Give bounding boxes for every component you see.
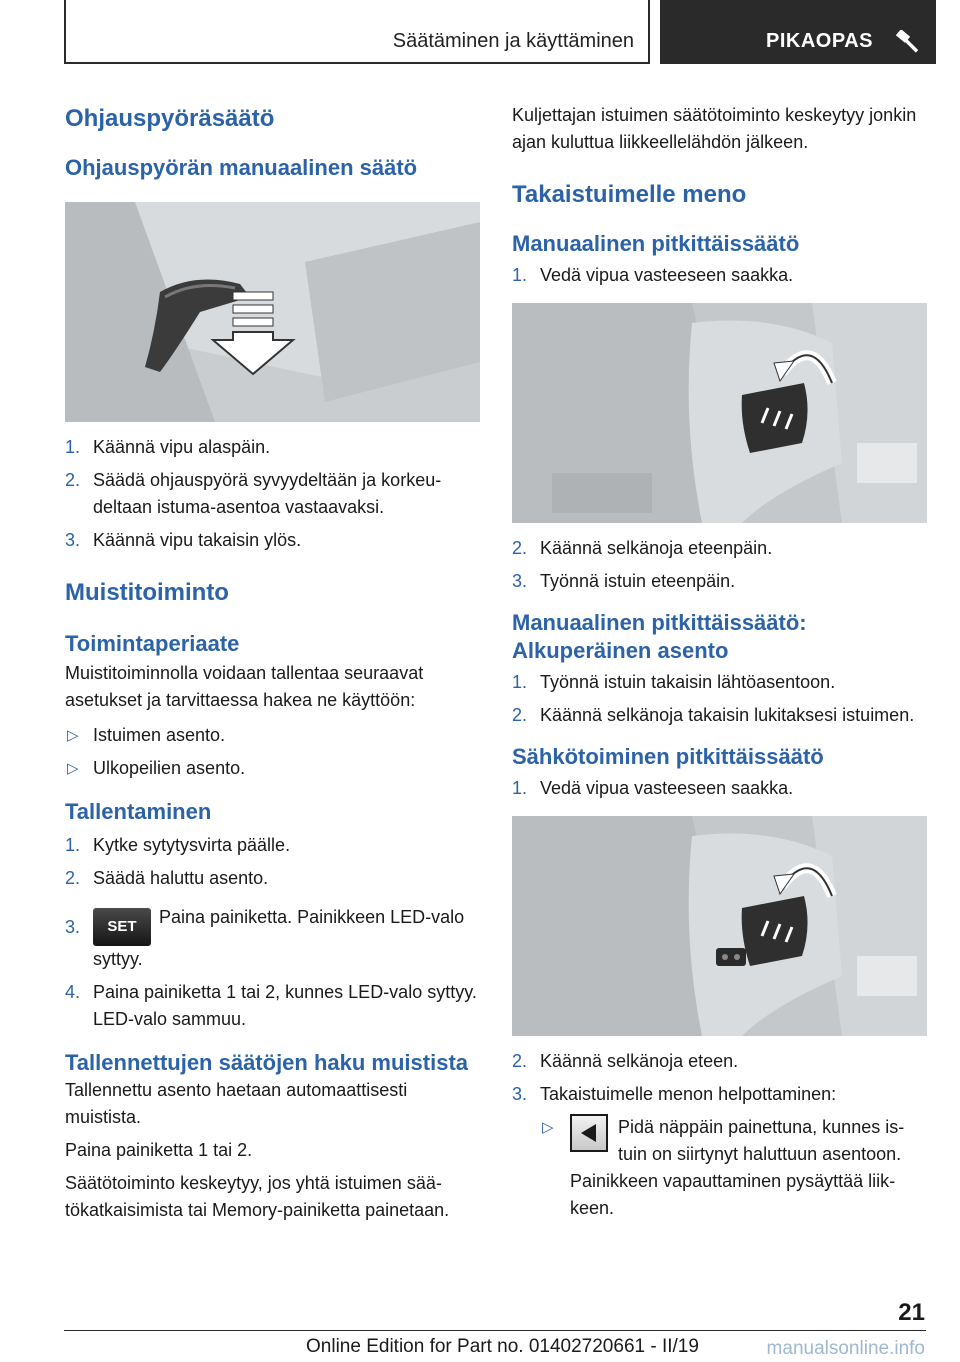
list-item: 3. SET Paina painiketta. Painikkeen LED-valo syttyy.: [65, 907, 465, 969]
list-item: 3. Käännä vipu takaisin ylös.: [65, 530, 302, 550]
footer-edition: Online Edition for Part no. 01402720661 - II/19: [306, 1336, 699, 1357]
list-item: 3. Työnnä istuin eteenpäin.: [512, 571, 736, 591]
left-column: [65, 100, 481, 1224]
backward-arrow-button-icon: [570, 1114, 608, 1152]
set-button-icon: SET: [93, 908, 151, 946]
page-number: 21: [898, 1299, 925, 1326]
list-item: 1. Työnnä istuin takaisin lähtöasentoon.: [512, 672, 836, 692]
electric-seat-photo: [512, 816, 927, 1036]
list-item: 2. Käännä selkänoja eteen.: [512, 1051, 739, 1071]
header-tab-title: PIKAOPAS: [766, 30, 873, 52]
heading-manual-long: Manuaalinen pitkittäissäätö: [512, 231, 800, 256]
list-item: 1. Vedä vipua vasteeseen saakka.: [512, 778, 794, 798]
list-item: 4. Paina painiketta 1 tai 2, kunnes LED-valo syttyy. LED-valo sammuu.: [65, 982, 477, 1029]
heading-backseat: Takaistuimelle meno: [512, 181, 747, 208]
manual-steps-list: [512, 535, 927, 595]
list-item: 3. Takaistuimelle menon helpottaminen:: [512, 1084, 837, 1104]
recall-text-1: Tallennettu asento haetaan automaattisesti muistista.: [65, 1080, 408, 1127]
list-item: 2. Käännä selkänoja takaisin lukitaksesi istuimen.: [512, 705, 915, 725]
recall-text-2: Paina painiketta 1 tai 2.: [65, 1140, 253, 1160]
right-column: [512, 100, 927, 1222]
memory-bullets: [65, 722, 481, 782]
watermark: manualsonline.info: [766, 1338, 925, 1359]
heading-principle: Toimintaperiaate: [65, 631, 240, 656]
heading-manual-adjust: Ohjauspyörän manuaalinen säätö: [65, 155, 418, 180]
sub-bullet: ▷ Pidä näppäin painettuna, kunnes istuin on siirtynyt haluttuun asentoon. Painikkeen vapauttaminen pysäyttää liikkeen.: [512, 1114, 927, 1222]
saving-steps-list: [65, 832, 481, 1033]
header-tab: [660, 0, 936, 64]
list-item: 2. Säädä haluttu asento.: [65, 868, 269, 888]
electric-step-1: [512, 775, 927, 802]
list-item: 2. Käännä selkänoja eteenpäin.: [512, 538, 773, 558]
list-item: 1. Vedä vipua vasteeseen saakka.: [512, 265, 794, 285]
steering-steps-list: [65, 434, 481, 554]
heading-memory: Muistitoiminto: [65, 579, 229, 606]
footer-divider: [64, 1330, 926, 1331]
steering-lever-photo: [65, 202, 480, 422]
list-item: ▷ Istuimen asento.: [67, 725, 226, 745]
list-item: ▷ Ulkopeilien asento.: [67, 758, 246, 778]
principle-text: Muistitoiminnolla voidaan tallentaa seuraavat asetukset ja tarvittaessa hakea ne käyttöön:: [65, 663, 424, 710]
seat-lever-photo: [512, 303, 927, 523]
electric-steps-list: [512, 1048, 927, 1108]
list-item: 1. Kytke sytytysvirta päälle.: [65, 835, 291, 855]
hammer-icon: [896, 30, 920, 54]
list-item: 1. Käännä vipu alaspäin.: [65, 437, 271, 457]
heading-recall: Tallennettujen säätöjen haku muistista: [65, 1050, 469, 1075]
manual-step-1: [512, 262, 927, 289]
recall-text-3: Säätötoiminto keskeytyy, jos yhtä istuimen säätökatkaisimista tai Memory-painiketta painetaan.: [65, 1173, 450, 1220]
heading-original-position: Manuaalinen pitkittäissäätö: Alkuperäinen asento: [512, 610, 807, 663]
header-section-title: Säätäminen ja käyttäminen: [392, 30, 634, 52]
intro-text: Kuljettajan istuimen säätötoiminto keskeytyy jonkin ajan kuluttua liikkeellelähdön jälkeen.: [512, 105, 917, 152]
heading-electric: Sähkötoiminen pitkittäissäätö: [512, 744, 824, 769]
heading-saving: Tallentaminen: [65, 799, 212, 824]
original-steps-list: [512, 669, 927, 729]
heading-steering: Ohjauspyöräsäätö: [65, 105, 275, 132]
header-section-box: [64, 0, 650, 64]
list-item: 2. Säädä ohjauspyörä syvyydeltään ja korkeudeltaan istuma-asentoa vastaavaksi.: [65, 470, 442, 517]
